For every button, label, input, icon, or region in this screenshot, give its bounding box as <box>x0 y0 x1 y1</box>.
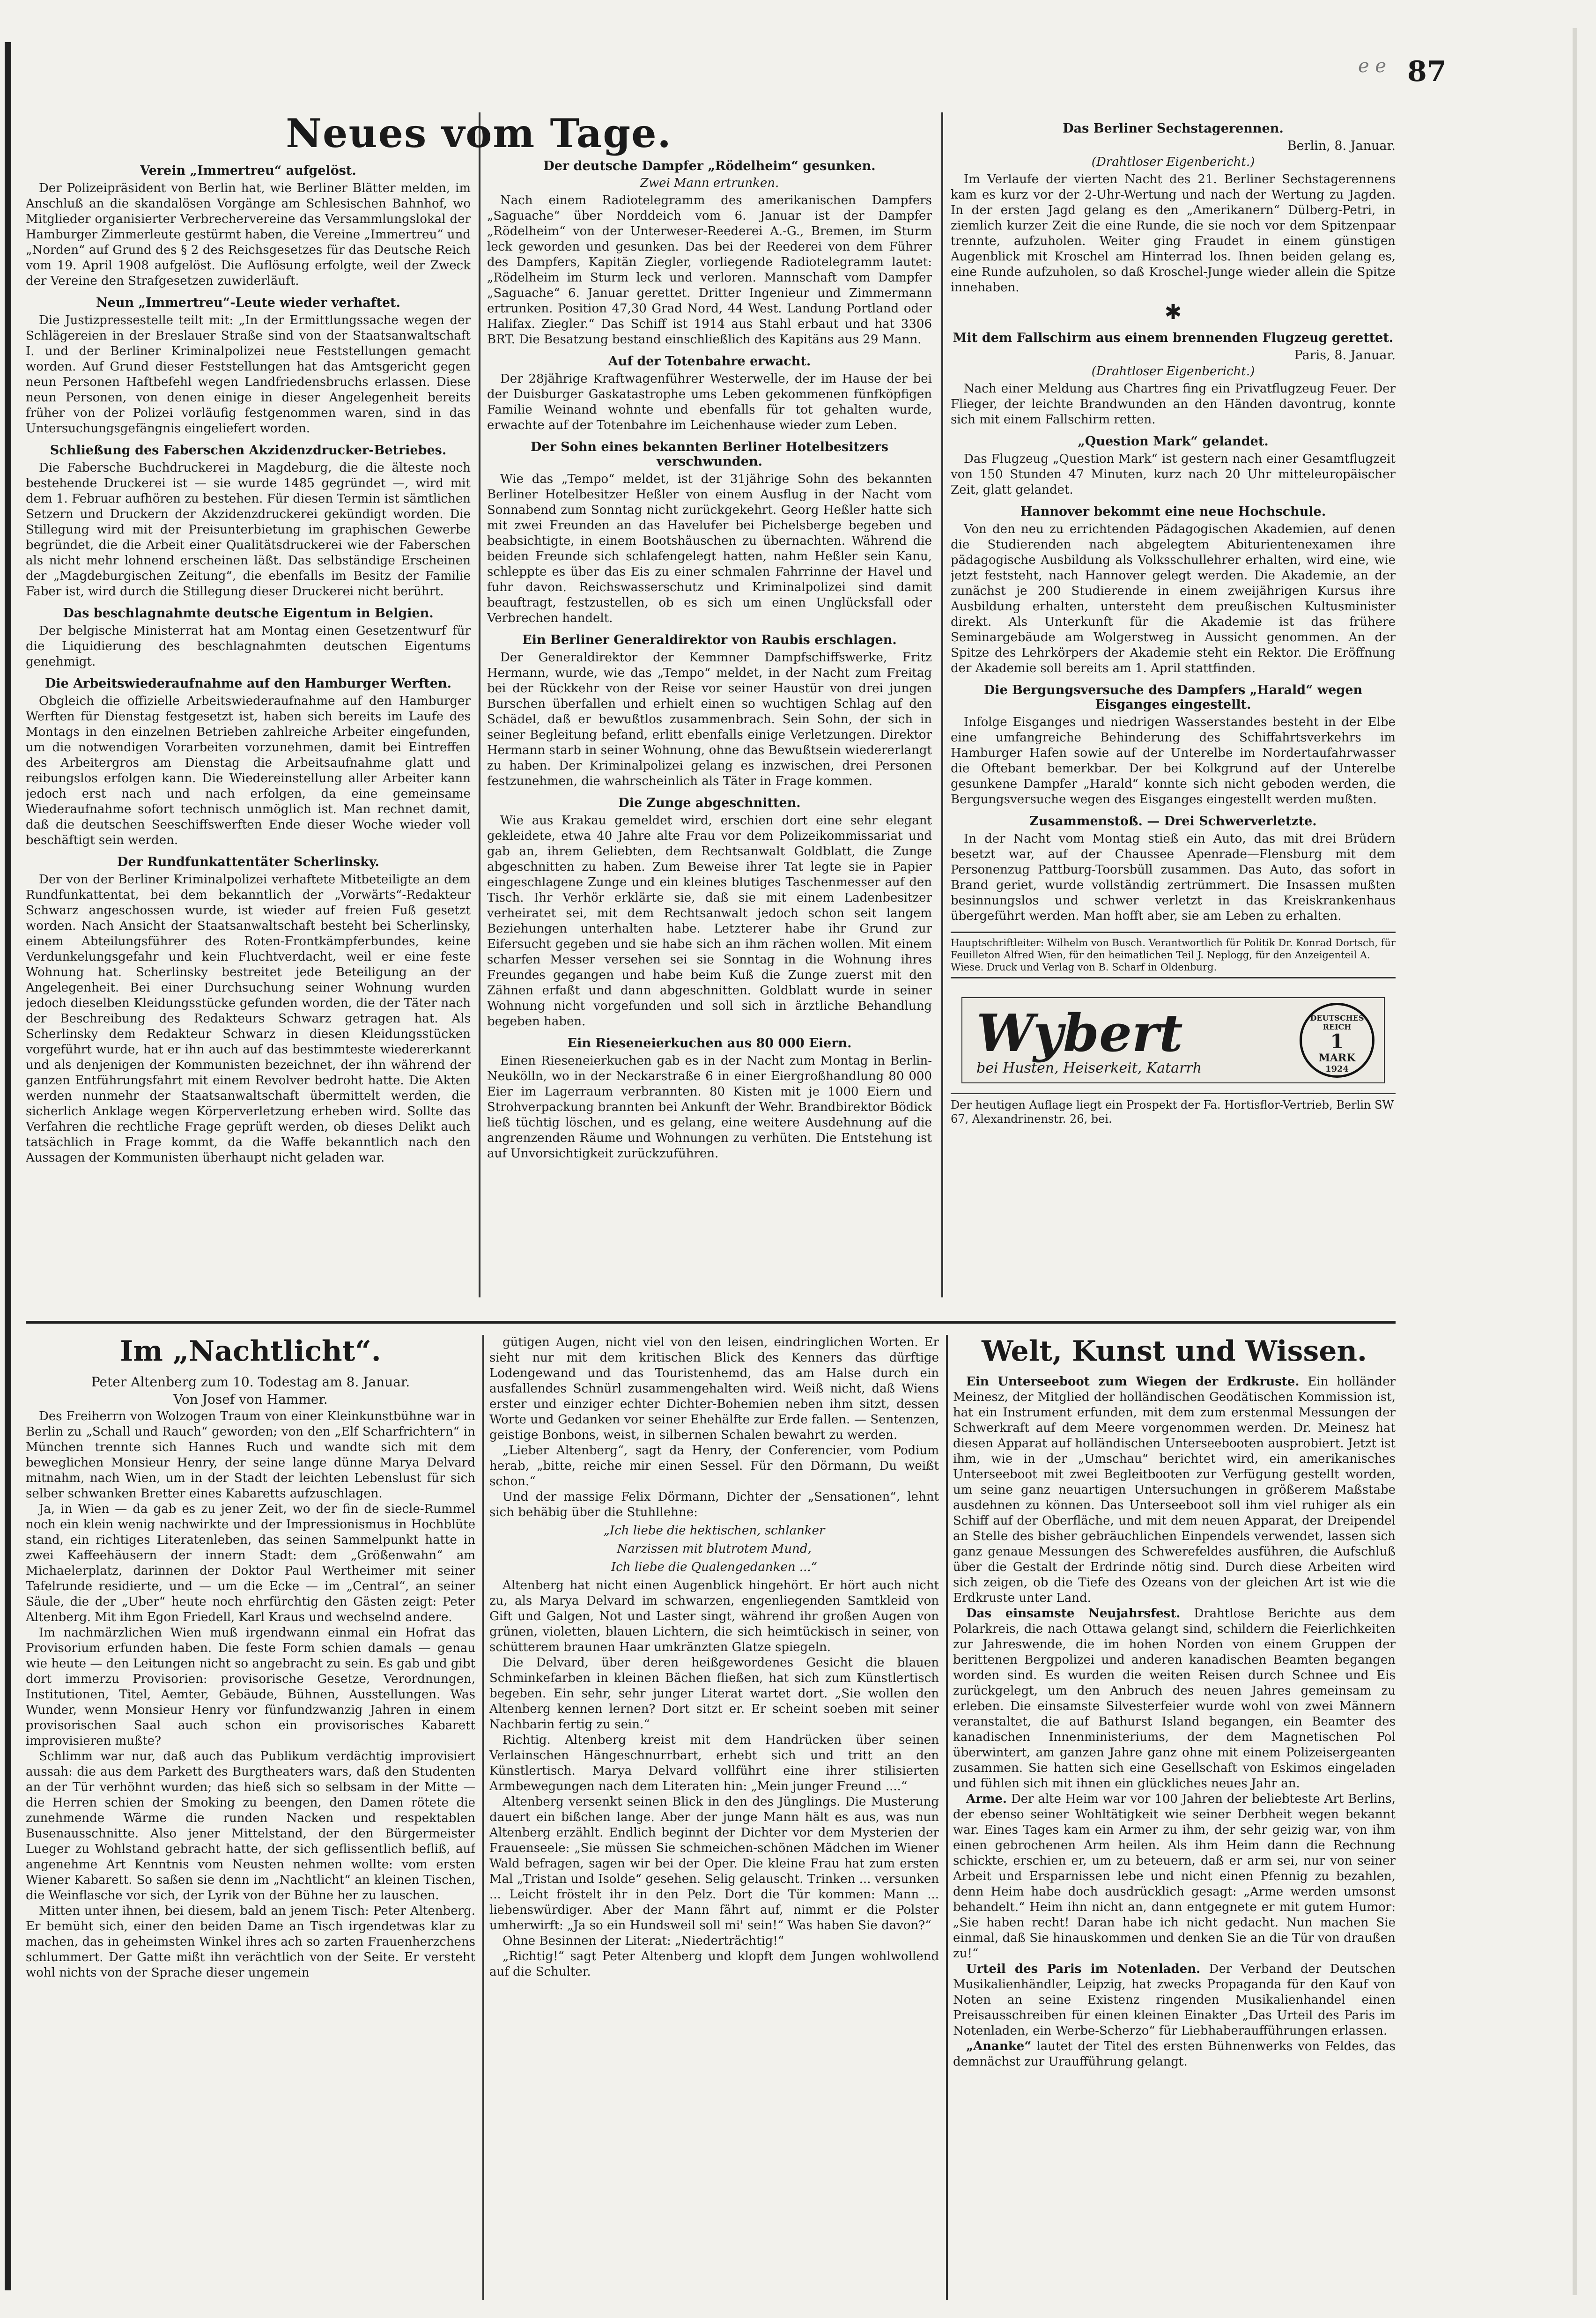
science-item <box>953 2039 1396 2070</box>
coin-seal-icon <box>1300 1003 1374 1078</box>
article <box>26 163 471 289</box>
article-subheadline: (Drahtloser Eigenbericht.) <box>1091 155 1255 169</box>
article-paragraph: Der belgische Ministerrat hat am Montag einen Gesetzentwurf für die Liquidierung des beschlagnahmten deutschen Eigentums genehmigt. <box>26 624 471 669</box>
feuilleton-paragraph: Altenberg hat nicht einen Augenblick hingehört. Er hört auch nicht zu, als Marya Delvard im schwarzen, engenliegenden Samtkleid von Gift und Galgen, Not und Laster singt, während ihr großen Augen von grünen, violetten, blauen Lichtern, die sich heimtückisch in seiner, von schütterem braunen Haar umkränzten Glatze spiegeln. <box>489 1578 939 1654</box>
science-item-text: Der Verband der Deutschen Musikalienhändler, Leipzig, hat zwecks Propaganda für den Kauf von Noten an seine Existenz ringenden Musikalienhandel einen Preisausschreiben für einen kleinen Einakter „Das Urteil des Paris im Notenladen, ein Werbe-Scherzo“ für Liebhaberaufführungen erlassen. <box>953 1962 1396 2038</box>
feuilleton-paragraph: Und der massige Felix Dörmann, Dichter der „Sensationen“, lehnt sich behäbig über die Stuhllehne: <box>489 1490 939 1519</box>
feuilleton-paragraph: gütigen Augen, nicht viel von den leisen, eindringlichen Worten. Er sieht nur mit dem kritischen Blick des Kenners das dürftige Lodengewand und das Touristenhemd, das am Halse durch ein ausfallendes Schnürl zusammengehalten wird. Weiß nicht, daß Wiens erster und einziger echter Dichter-Bohemien neben ihm sitzt, dessen Worte und Gedanken vor seiner Ehehälfte zur Erde fallen. — Sentenzen, geistige Bonbons, weist, in silbernen Schalen bewahrt zu werden. <box>489 1335 939 1442</box>
article-headline: Ein Rieseneierkuchen aus 80 000 Eiern. <box>567 1036 852 1051</box>
science-item-text: Drahtlose Berichte aus dem Polarkreis, die nach Ottawa gelangt sind, schildern die Feierlichkeiten zur Jahreswende, die im hohen Norden von einem Gruppen der berittenen Bergpolizei und anderen kanadischen Beamten begangen worden sind. Es wurden die weiten Reisen durch Schnee und Eis zurückgelegt, um den Anbruch des neuen Jahres gemeinsam zu erleben. Die einsamste Silvesterfeier wurde wohl von zwei Männern veranstaltet, die auf Bathurst Island begangen, ein Beamter des kanadischen Innenministeriums, der dem Magnetischen Pol überwintert, am ganzen Jahre ganz ohne mit einem Polizeisergeanten zusammen. Sie hatten sich eine Gesellschaft von Eskimos eingeladen und fühlen sich mit ihnen ein glückliches neues Jahr an. <box>953 1607 1396 1791</box>
article <box>487 796 932 1029</box>
seal-top-text: DEUTSCHES REICH <box>1310 1014 1364 1031</box>
science-item <box>953 1792 1396 1962</box>
poem-line: „Ich liebe die hektischen, schlanker <box>603 1524 825 1538</box>
article-headline: Mit dem Fallschirm aus einem brennenden Flugzeug gerettet. <box>953 331 1394 345</box>
article-headline: Verein „Immertreu“ aufgelöst. <box>140 163 356 178</box>
article <box>951 504 1396 676</box>
article <box>951 300 1396 324</box>
article-headline: Der Sohn eines bekannten Berliner Hotelbesitzers verschwunden. <box>531 440 888 469</box>
feuilleton-paragraph: Im nachmärzlichen Wien muß irgendwann einmal ein Hofrat das Provisorium erfunden haben. Die feste Form schien damals — genau wie heute — den Leitungen nicht so angebracht zu sein. Es gab und gibt dort immerzu Provisorien: provisorische Gesetze, Verordnungen, Institutionen, Titel, Aemter, Gebäude, Bühnen, Ausstellungen. Was Wunder, wenn Monsieur Henry vor fünfundzwanzig Jahren in einem provisorischen Saal auch schon ein provisorisches Kabarett improvisieren mußte? <box>26 1626 475 1748</box>
article <box>26 443 471 600</box>
article <box>487 633 932 789</box>
article-paragraph: Wie das „Tempo“ meldet, ist der 31jährige Sohn des bekannten Berliner Hotelbesitzer Heßler von einem Ausflug in der Nacht vom Sonnabend zum Sonntag nicht zurückgekehrt. Georg Heßler hatte sich mit zwei Freunden an das Havelufer bei Pichelsberge begeben und beabsichtigte, in einem Bootshäuschen zu übernachten. Während die beiden Freunde sich schlafengelegt hatten, nahm Heßler sein Kanu, schleppte es über das Eis zu einer schmalen Fahrrinne der Havel und fuhr davon. Reichswasserschutz und Kriminalpolizei sind damit beauftragt, festzustellen, ob es sich um einen Unglücksfall oder Verbrechen handelt. <box>487 472 932 625</box>
science-item <box>953 1606 1396 1792</box>
page-edge-right <box>1573 28 1577 2295</box>
article-headline: Auf der Totenbahre erwacht. <box>608 354 811 369</box>
feuilleton-paragraph: Ja, in Wien — da gab es zu jener Zeit, wo der fin de siecle-Rummel noch ein klein wenig nachwirkte und der Impressionismus in Hochblüte stand, ein richtiges Literatenleben, das seinen Sammelpunkt hatte in zwei Kaffeehäusern der innern Stadt: dem „Größenwahn“ am Michaelerplatz, darinnen der Doktor Paul Wertheimer mit seiner Tafelrunde residierte, und — um die Ecke — im „Central“, an seiner Säule, die der „Uber“ heute noch ehrfürchtig den Gästen zeigt: Peter Altenberg. Mit ihm Egon Friedell, Karl Kraus und wechselnd andere. <box>26 1502 475 1624</box>
feuilleton-paragraph: Ohne Besinnen der Literat: „Niederträchtig!“ <box>502 1934 784 1948</box>
feuilleton-column-1 <box>26 1335 475 2309</box>
top-column-2 <box>487 152 932 1304</box>
science-item-text: lautet der Titel des ersten Bühnenwerks von Feldes, das demnächst zur Uraufführung gelangt. <box>953 2039 1396 2069</box>
article <box>951 814 1396 924</box>
page-number: 87 <box>1407 55 1447 88</box>
seal-year: 1924 <box>1325 1064 1349 1074</box>
feuilleton-paragraph: „Lieber Altenberg“, sagt da Henry, der Conferencier, vom Podium herab, „bitte, reiche mir einen Sessel. Für den Dörmann, Du weißt schon.“ <box>489 1444 939 1489</box>
feuilleton-paragraph: Die Delvard, über deren heißgewordenes Gesicht die blauen Schminkefarben in kleinen Bächen fließen, hat sich zum Künstlertisch begeben. Ein sehr, sehr junger Literat wartet dort. „Sie wollen den Altenberg kennen lernen? Dort sitzt er. Er scheint soeben mit seiner Nachbarin fertig zu sein.“ <box>489 1656 939 1732</box>
article-subheadline: (Drahtloser Eigenbericht.) <box>1091 364 1255 378</box>
article-headline: Die Arbeitswiederaufnahme auf den Hamburger Werften. <box>44 676 452 691</box>
science-item-text: Der alte Heim war vor 100 Jahren der beliebteste Art Berlins, der ebenso seiner Wohltätigkeit wie seiner Derbheit wegen bekannt war. Eines Tages kam ein Armer zu ihm, der sehr geizig war, von ihm einen gebrochenen Arm heilen. Als ihm Heim dann die Rechnung schickte, erschien er, um zu beteuern, daß er arm sei, nur von seiner Arbeit und Ersparnissen lebe und nicht einen Pfennig zu bezahlen, denn Heim habe doch ausdrücklich gesagt: „Arme werden umsonst behandelt.“ Heim ihn nicht an, dann entgegnete er mit gutem Humor: „Sie haben recht! Daran habe ich nicht gedacht. Nun machen Sie einmal, daß Sie hinauskommen und denken Sie an die Tür von draußen zu!“ <box>953 1792 1396 1961</box>
article-headline: Ein Berliner Generaldirektor von Raubis erschlagen. <box>522 633 897 647</box>
section-title: Neues vom Tage. <box>286 110 672 156</box>
feuilleton-column-2 <box>489 1335 939 2309</box>
article-paragraph: Nach einem Radiotelegramm des amerikanischen Dampfers „Saguache“ über Norddeich vom 6. Januar ist der Dampfer „Rödelheim“ von der Unterweser-Reederei A.-G., Bremen, im Sturm leck geworden und gesunken. Das bei der Reederei von dem Führer des Dampfers, Kapitän Ziegler, vorliegende Radiotelegramm lautet: „Rödelheim im Sturm leck und verloren. Mannschaft vom Dampfer „Saguache“ 6. Januar gerettet. Dritter Ingenieur und Zimmermann ertrunken. Position 47,30 Grad Nord, 44 West. Landung Portland oder Halifax. Ziegler.“ Das Schiff ist 1914 aus Stahl erbaut und hat 3306 BRT. Die Besatzung bestand einschließlich des Kapitäns aus 29 Mann. <box>487 193 932 347</box>
seal-currency: MARK <box>1318 1052 1356 1064</box>
column-divider <box>946 1335 948 2300</box>
feuilleton-paragraph: „Richtig!“ sagt Peter Altenberg und klopft dem Jungen wohlwollend auf die Schulter. <box>489 1949 939 1979</box>
science-column <box>953 1335 1396 2309</box>
article-paragraph: Im Verlaufe der vierten Nacht des 21. Berliner Sechstagerennens kam es kurz vor der 2-Uhr-Wertung und nach der Wertung zu Jagden. In der ersten Jagd gelang es den „Amerikanern“ Dülberg-Petri, in ziemlich kurzer Zeit die eine Runde, die sie noch vor dem Spitzenpaar trennte, aufzuholen. Weiter ging Fraudet in einem günstigen Augenblick mit Kroschel am Hinterrad los. Ihnen beiden gelang es, eine Runde aufzuholen, so daß Kroschel-Junge wieder allein die Spitze innehaben. <box>951 172 1396 295</box>
article <box>26 606 471 670</box>
column-divider <box>941 112 943 1297</box>
article <box>487 354 932 433</box>
page-edge-left <box>5 42 11 2290</box>
section-header <box>26 110 932 166</box>
article-headline: Das beschlagnahmte deutsche Eigentum in Belgien. <box>63 606 434 621</box>
article-subheadline: Zwei Mann ertrunken. <box>640 176 779 190</box>
article <box>951 331 1396 428</box>
science-item-headline: Urteil des Paris im Notenladen. <box>966 1962 1201 1976</box>
article-headline: Die Zunge abgeschnitten. <box>618 796 801 810</box>
article-headline: Zusammenstoß. — Drei Schwerverletzte. <box>1029 814 1317 829</box>
colophon: Hauptschriftleiter: Wilhelm von Busch. Verantwortlich für Politik Dr. Konrad Dortsch, für Feuilleton Alfred Wien, für den heimatlichen Teil J. Neplogg, für den Anzeigenteil A. Wiese. Druck und Verlag von B. Scharf in Oldenburg. <box>951 932 1396 978</box>
article-headline: Neun „Immertreu“-Leute wieder verhaftet. <box>96 296 401 310</box>
science-item-headline: „Ananke“ <box>966 2039 1032 2053</box>
feuilleton-paragraph: Des Freiherrn von Wolzogen Traum von einer Kleinkunstbühne war in Berlin zu „Schall und Rauch“ geworden; von den „Elf Scharfrichtern“ in München trennte sich Hannes Ruch und wandte sich mit dem beweglichen Monsieur Henry, der seine lange dünne Marya Delvard mitnahm, nach Wien, um in der Stadt der leichten Lebenslust für sich selber schwanken Bretter eines Kabaretts aufzuschlagen. <box>26 1409 475 1501</box>
article <box>26 296 471 437</box>
feuilleton-byline: Von Josef von Hammer. <box>173 1392 328 1407</box>
article-headline: Der Rundfunkattentäter Scherlinsky. <box>117 855 379 869</box>
article-headline: Hannover bekommt eine neue Hochschule. <box>1020 504 1326 519</box>
article <box>487 159 932 348</box>
article-paragraph: Der Polizeipräsident von Berlin hat, wie Berliner Blätter melden, im Anschluß an die skandalösen Vorgänge am Schlesischen Bahnhof, wo Mitglieder organisierter Verbrechervereine das Versammlungslokal der Hamburger Zimmerleute gestürmt haben, die Vereine „Immertreu“ und „Norden“ auf Grund des § 2 des Reichsgesetzes für das Deutsche Reich vom 19. April 1908 aufgelöst. Die Auflösung erfolgte, weil der Zweck der Vereine den Strafgesetzen zuwiderläuft. <box>26 181 471 288</box>
science-section-title: Welt, Kunst und Wissen. <box>982 1335 1367 1368</box>
top-column-1 <box>26 157 471 1351</box>
article-paragraph: Wie aus Krakau gemeldet wird, erschien dort eine sehr elegant gekleidete, etwa 40 Jahre alte Frau vor dem Polizeikommissariat und gab an, ihrem Geliebten, dem Rechtsanwalt Goldblatt, die Zunge abgeschnitten zu haben. Zum Beweise ihrer Tat legte sie in Papier eingeschlagene Zunge und ein kleines blutiges Taschenmesser auf den Tisch. Ihr Verhör erklärte sie, daß sie mit einem Ladenbesitzer verheiratet sei, mit dem Rechtsanwalt jedoch schon seit langem Beziehungen unterhalten habe. Letzterer habe ihr Grund zur Eifersucht gegeben und sie habe sich an ihm rächen wollen. Mit einem scharfen Messer versehen sei sie Sonntag in die Wohnung ihres Freundes gegangen und habe beim Kuß die Zunge zuerst mit den Zähnen erfaßt und dann abgeschnitten. Goldblatt wurde in seiner Wohnung nicht vorgefunden und soll sich in ärztliche Behandlung begeben haben. <box>487 814 932 1029</box>
ad-brand-name: Wybert <box>976 1003 1183 1063</box>
column-divider <box>482 1335 484 2300</box>
top-column-3 <box>951 115 1396 1307</box>
science-item-text: Ein holländer Meinesz, der Mitglied der holländischen Geodätischen Kommission ist, hat ein Instrument erfunden, mit dem zum erstenmal Messungen der Schwerkraft auf dem Meere vorgenommen werden. Dr. Meinesz hat diesen Apparat auf holländischen Unterseebooten ausprobiert. Jetzt ist ihm, wie in der „Umschau“ berichtet wird, ein amerikanisches Unterseeboot mit zwei Begleitbooten zur Verfügung gestellt worden, um seine ganz neuartigen Untersuchungen in größerem Maßstabe ausdehnen zu können. Das Unterseeboot soll ihm viel ruhiger als ein Schiff auf der Oberfläche, und mit dem neuen Apparat, der Dreipendel an Stelle des bisher gebräuchlichen Einpendels verwendet, lassen sich ganz genaue Messungen des Schwerefeldes ausführen, die Aufschluß über die Gestalt der Erdrinde nötig sind. Durch diese Arbeiten wird sich zeigen, ob die Tiefe des Ozeans von der gleichen Art ist wie die Erdkruste unter Land. <box>953 1375 1396 1605</box>
feuilleton-paragraph: Schlimm war nur, daß auch das Publikum verdächtig improvisiert aussah: die aus dem Parkett des Burgtheaters wars, daß den Studenten an der Tür verhöhnt wurden; das hieß sich so selbsam in der Mitte — die Herren schien der Smoking zu beengen, den Damen rötete die zunehmende Wärme die runden Nacken und respektablen Busenausschnitte. Also jener Mittelstand, der den Bürgermeister Lueger zu Wohlstand gebracht hatte, der sich geflissentlich befliß, auf angenehme Art Kenntnis vom Neusten nehmen wollte: vom ersten Wiener Kabarett. So saßen sie denn im „Nachtlicht“ an kleinen Tischen, die Weinflasche vor sich, der Lyrik von der Bühne her zu lauschen. <box>26 1749 475 1903</box>
article <box>487 1036 932 1162</box>
page-mark: ℯ ℯ <box>1358 55 1387 77</box>
article-paragraph: Obgleich die offizielle Arbeitswiederaufnahme auf den Hamburger Werften für Dienstag festgesetzt ist, haben sich bereits im Laufe des Montags in den einzelnen Betrieben zahlreiche Arbeiter eingefunden, um die notwendigen Vorarbeiten vorzunehmen, damit bei Eintreffen des Arbeitergros am Dienstag die Arbeitsaufnahme glatt und reibungslos erfolgen kann. Die Wiedereinstellung aller Arbeiter kann jedoch erst nach und nach erfolgen, da eine gemeinsame Wiederaufnahme sofort technisch unmöglich ist. Man rechnet damit, daß die deutschen Seeschiffswerften Ende dieser Woche wieder voll beschäftigt sein werden. <box>26 694 471 847</box>
article-paragraph: Einen Rieseneierkuchen gab es in der Nacht zum Montag in Berlin-Neukölln, wo in der Neckarstraße 6 in einer Eiergroßhandlung 80 000 Eier im Lagerraum verbrannten. 80 Kisten mit je 1000 Eiern und Strohverpackung brannten bei Ankunft der Wehr. Brandbirektor Bödick ließ tüchtig löschen, und es gelang, eine weitere Ausdehnung auf die angrenzenden Räume und Wohnungen zu verhüten. Die Entstehung ist auf Unvorsichtigkeit zurückzuführen. <box>487 1054 932 1161</box>
dateline: Paris, 8. Januar. <box>1294 348 1396 363</box>
section-divider <box>26 1321 1396 1324</box>
article <box>26 676 471 848</box>
article-paragraph: Die Fabersche Buchdruckerei in Magdeburg, die die älteste noch bestehende Druckerei ist — sie wurde 1485 gegründet —, wird mit dem 1. Februar aufhören zu bestehen. Für diesen Termin ist sämtlichen Setzern und Druckern der Akzidenzdruckerei gekündigt worden. Die Stillegung wird mit der Preisunterbietung im graphischen Gewerbe begründet, die die Arbeit einer Qualitätsdruckerei wie der Faberschen als nicht mehr lohnend erscheinen läßt. Das selbständige Erscheinen der „Magdeburgischen Zeitung“, die ebenfalls im Besitz der Familie Faber ist, wird durch die Stillegung dieser Druckerei nicht berührt. <box>26 461 471 599</box>
advertisement <box>961 997 1385 1083</box>
ad-tagline: bei Husten, Heiserkeit, Katarrh <box>976 1060 1202 1076</box>
feuilleton-occasion: Peter Altenberg zum 10. Todestag am 8. Januar. <box>91 1374 410 1390</box>
article-paragraph: Von den neu zu errichtenden Pädagogischen Akademien, auf denen die Studierenden nach abgelegtem Abiturientenexamen ihre pädagogische Ausbildung als Volksschullehrer erhalten, wird eine, wie jetzt feststeht, nach Hannover gelegt werden. Die Akademie, an der zunächst je 200 Studierende in einem zweijährigen Kursus ihre Ausbildung erhalten, untersteht dem preußischen Kultusminister direkt. Als Unterkunft für die Akademie ist das frühere Seminargebäude am Wolgerstweg in Aussicht genommen. An der Spitze des Lehrkörpers der Akademie steht ein Rektor. Die Eröffnung der Akademie soll bereits am 1. April stattfinden. <box>951 522 1396 675</box>
science-item <box>953 1374 1396 1606</box>
article-paragraph: Das Flugzeug „Question Mark“ ist gestern nach einer Gesamtflugzeit von 150 Stunden 47 Minuten, kurz nach 20 Uhr mitteleuropäischer Zeit, glatt gelandet. <box>951 452 1396 497</box>
science-item <box>953 1962 1396 2039</box>
science-item-headline: Das einsamste Neujahrsfest. <box>966 1607 1181 1621</box>
poem-line: Ich liebe die Qualengedanken ...“ <box>611 1560 817 1574</box>
article-paragraph: Der 28jährige Kraftwagenführer Westerwelle, der im Hause der bei der Duisburger Gaskatastrophe ums Leben gekommenen fünfköpfigen Familie Weinand wohnte und ebenfalls für tot gehalten wurde, erwachte auf der Totenbahre im Leichenhause wieder zum Leben. <box>487 372 932 432</box>
feuilleton-paragraph: Mitten unter ihnen, bei diesem, bald an jenem Tisch: Peter Altenberg. Er bemüht sich, einer den beiden Dame an Tisch irgendetwas klar zu machen, das in geheimsten Winkel ihres ach so zarten Frauenherzchens schlummert. Der Gatte mißt ihn verächtlich von der Seite. Er versteht wohl nichts von der Sprache dieser ungemein <box>26 1904 475 1980</box>
article-headline: Schließung des Faberschen Akzidenzdrucker-Betriebes. <box>50 443 447 458</box>
feuilleton-paragraph: Richtig. Altenberg kreist mit dem Handrücken über seinen Verlainschen Hängeschnurrbart, erhebt sich und tritt an den Künstlertisch. Marya Delvard vollführt eine ihrer stilisierten Armbewegungen nach dem Literaten hin: „Mein junger Freund ....“ <box>489 1733 939 1793</box>
article-paragraph: In der Nacht vom Montag stieß ein Auto, das mit drei Brüdern besetzt war, auf der Chaussee Apenrade—Flensburg mit dem Personenzug Pattburg-Toorsbüll zusammen. Das Auto, das sofort in Brand geriet, wurde vollständig zertrümmert. Die Insassen mußten besinnungslos und schwer verletzt in das Kreiskrankenhaus übergeführt werden. Man hofft aber, sie am Leben zu erhalten. <box>951 832 1396 923</box>
article-paragraph: Infolge Eisganges und niedrigen Wasserstandes besteht in der Elbe eine umfangreiche Behinderung des Schiffahrtsverkehrs im Hamburger Hafen sowie auf der Unterelbe im Nordertaufahrwasser die Oftebant bemerkbar. Der bei Kolkgrund auf der Unterelbe gesunkene Dampfer „Harald“ konnte sich nicht geboden werden, die Bergungsversuche wegen des Eisganges eingestellt werden mußten. <box>951 715 1396 807</box>
feuilleton-title: Im „Nachtlicht“. <box>120 1335 381 1368</box>
column-divider <box>479 112 480 1297</box>
article <box>951 121 1396 296</box>
article-paragraph: Der von der Berliner Kriminalpolizei verhaftete Mitbeteiligte an dem Rundfunkattentat, bei dem bekanntlich der „Vorwärts“-Redakteur Schwarz angeschossen wurde, ist wieder auf freien Fuß gesetzt worden. Nach Ansicht der Staatsanwaltschaft besteht bei Scherlinsky, einem Abteilungsführer des Roten-Frontkämpferbundes, keine Verdunkelungsgefahr und kein Fluchtverdacht, weil er eine feste Wohnung hat. Scherlinsky bestreitet jede Beteiligung an der Angelegenheit. Bei einer Durchsuchung seiner Wohnung wurden jedoch dieselben Kleidungsstücke gefunden worden, die der Täter nach der Beschreibung des Redakteurs Schwarz getragen hat. Als Scherlinsky dem Redakteur Schwarz in diesen Kleidungsstücken vorgeführt wurde, hat er ihn auch auf das bestimmteste wiedererkannt und als denjenigen der Kommunisten bezeichnet, der ihn während der ganzen Entführungsfahrt mit einem Revolver bedroht hatte. Die Akten werden nunmehr der Staatsanwaltschaft übermittelt werden, die sicherlich Anklage wegen Körperverletzung erheben wird. Sollte das Verfahren die rechtliche Frage geprüft werden, ob dieses Delikt auch tatsächlich in Frage kommt, da die Waffe bekanntlich nach den Aussagen der Kommunisten überhaupt nicht geladen war. <box>26 873 471 1165</box>
article-paragraph: Der Generaldirektor der Kemmner Dampfschiffswerke, Fritz Hermann, wurde, wie das „Tempo“ meldet, in der Nacht zum Freitag bei der Rückkehr von der Reise vor seiner Haustür von drei jungen Burschen überfallen und erhielt einen so wuchtigen Schlag auf den Schädel, daß er bewußtlos zusammenbrach. Sein Sohn, der sich in seiner Begleitung befand, erlitt ebenfalls einige Verletzungen. Direktor Hermann starb in seiner Wohnung, ohne das Bewußtsein wiedererlangt zu haben. Der Kriminalpolizei gelang es inzwischen, drei Personen festzunehmen, die wahrscheinlich als Täter in Frage kommen. <box>487 651 932 788</box>
seal-amount: 1 <box>1330 1030 1344 1053</box>
separator-star: ✱ <box>1164 300 1182 324</box>
science-item-headline: Ein Unterseeboot zum Wiegen der Erdkruste. <box>966 1375 1300 1389</box>
science-item-headline: Arme. <box>966 1792 1007 1806</box>
article-paragraph: Nach einer Meldung aus Chartres fing ein Privatflugzeug Feuer. Der Flieger, der leichte Brandwunden an den Händen davontrug, konnte sich mit einem Fallschirm retten. <box>951 382 1396 427</box>
dateline: Berlin, 8. Januar. <box>1287 139 1396 153</box>
article-headline: Das Berliner Sechstagerennen. <box>1063 121 1284 136</box>
feuilleton-paragraph: Altenberg versenkt seinen Blick in den des Jünglings. Die Musterung dauert ein bißchen lange. Aber der junge Mann hält es aus, was nun Altenberg erzählt. Endlich beginnt der Dichter vor dem Mysterien der Frauenseele: „Sie müssen Sie schmeichen-schönen Mädchen im Wiener Wald befragen, sagen wir bei der Oper. Die kleine Frau hat zum ersten Mal „Tristan und Isolde“ gesehen. Selig gelauscht. Trinken ... versunken ... Leicht fröstelt ihr in den Pelz. Dort die Tür kommen: Mann ... liebenswürdiger. Aber der Mann fährt auf, nimmt er die Polster umherwirft: „Ja so ein Hundsweil soll mi' sein!“ Was haben Sie davon?“ <box>489 1795 939 1933</box>
article <box>951 683 1396 807</box>
article <box>26 855 471 1166</box>
article-paragraph: Die Justizpressestelle teilt mit: „In der Ermittlungssache wegen der Schlägereien in der Breslauer Straße sind von der Staatsanwaltschaft I. und der Berliner Kriminalpolizei neue Feststellungen gemacht worden. Auf Grund dieser Feststellungen hat das Amtsgericht gegen neun Personen Haftbefehl wegen Landfriedensbruchs erlassen. Diese neun Personen, von denen einige in dieser Angelegenheit bereits früher von der Polizei vorläufig festgenommen waren, sind in das Untersuchungsgefängnis eingeliefert worden. <box>26 313 471 436</box>
article <box>951 434 1396 498</box>
article-headline: Die Bergungsversuche des Dampfers „Harald“ wegen Eisganges eingestellt. <box>983 683 1363 712</box>
article-headline: Der deutsche Dampfer „Rödelheim“ gesunken. <box>543 159 876 173</box>
article <box>487 440 932 626</box>
article-headline: „Question Mark“ gelandet. <box>1078 434 1269 449</box>
poem-line: Narzissen mit blutrotem Mund, <box>617 1542 812 1556</box>
supplement-notice: Der heutigen Auflage liegt ein Prospekt der Fa. Hortisflor-Vertrieb, Berlin SW 67, Alexandrinenstr. 26, bei. <box>951 1093 1396 1126</box>
